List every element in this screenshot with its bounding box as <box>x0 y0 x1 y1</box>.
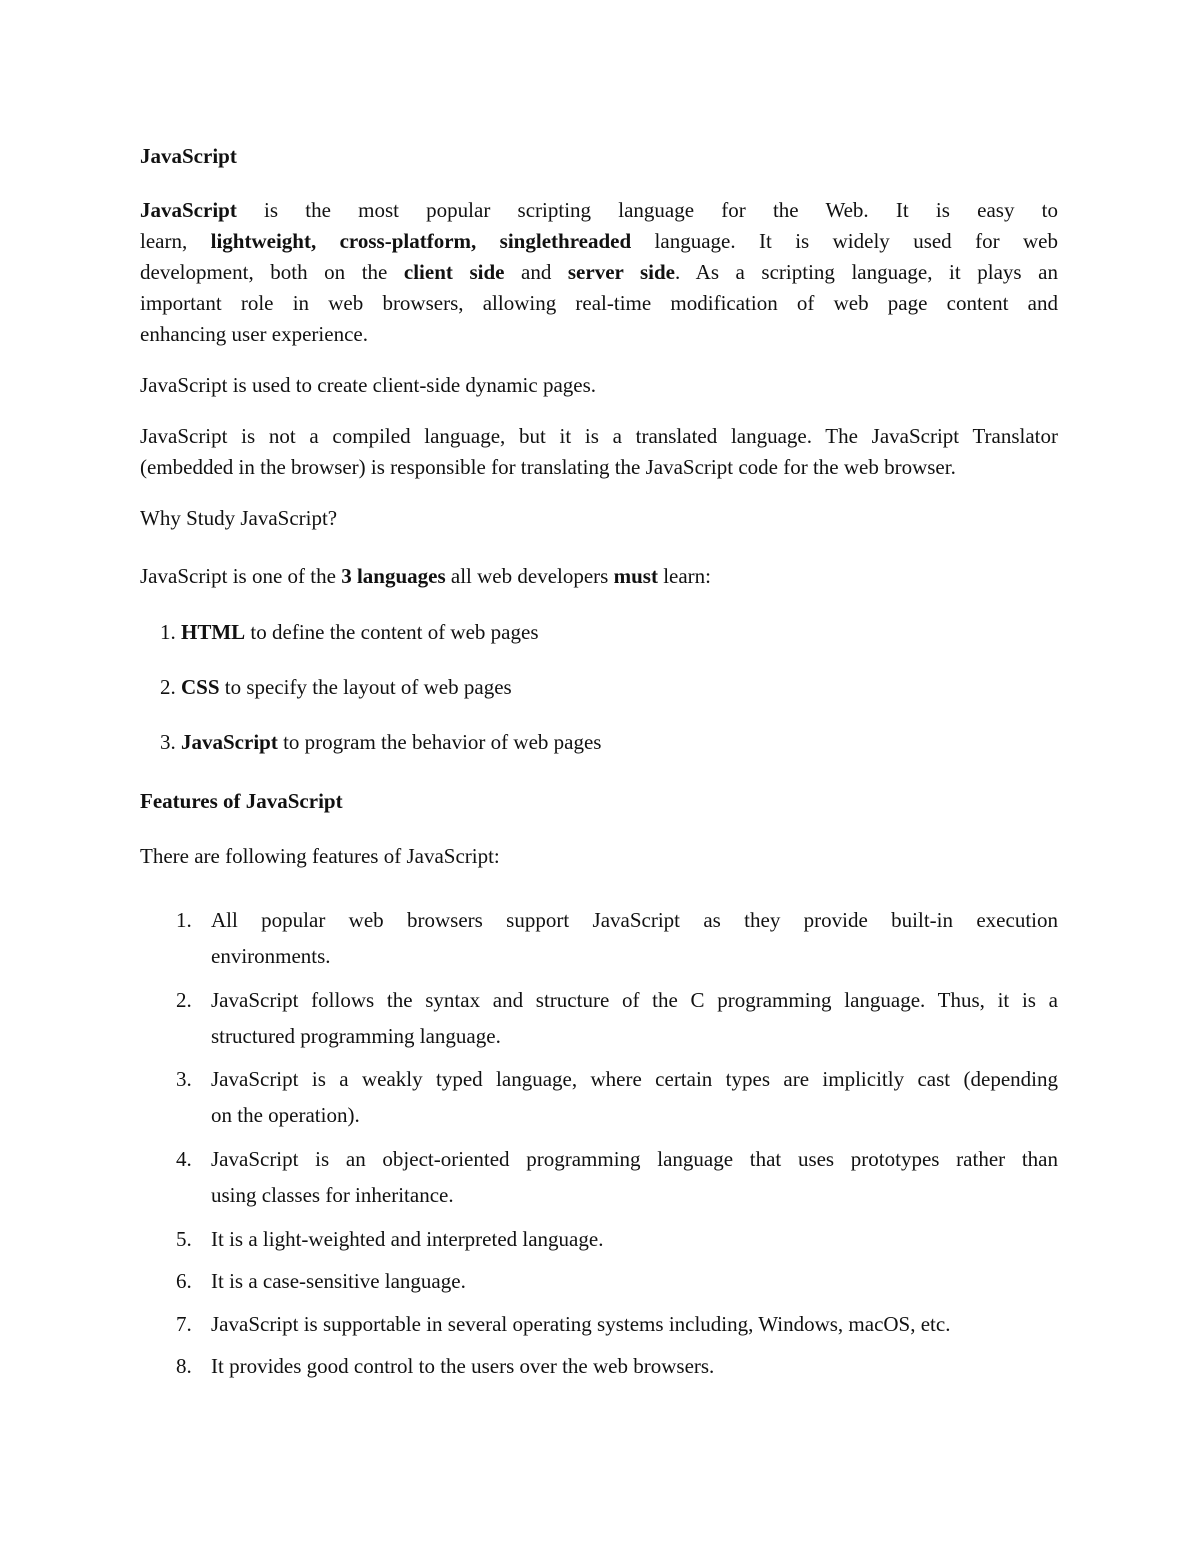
intro-bold-traits: lightweight, cross-platform, singlethreaded <box>210 229 632 253</box>
feature-text: structured programming language. <box>211 1024 501 1048</box>
language-item-javascript <box>160 727 601 758</box>
languages-intro-bold-count: 3 languages <box>341 564 446 588</box>
feature-number: 3. <box>176 1067 192 1091</box>
why-study-heading: Why Study JavaScript? <box>140 506 338 530</box>
intro-text: and <box>504 260 568 284</box>
language-item-name: CSS <box>181 675 220 699</box>
intro-text: is the most popular scripting language for the Web. It is easy to <box>236 198 1058 222</box>
language-item-number: 2. <box>160 675 181 699</box>
feature-text: JavaScript follows the syntax and structure of the C programming language. Thus, it is a <box>211 988 1058 1012</box>
feature-text: It is a light-weighted and interpreted language. <box>211 1227 604 1251</box>
language-item-css <box>160 672 512 703</box>
feature-text: All popular web browsers support JavaScript as they provide built-in execution <box>211 908 1058 932</box>
intro-text: learn, <box>140 229 211 253</box>
intro-text: language. It is widely used for web <box>631 229 1058 253</box>
intro-bold-javascript: JavaScript <box>140 198 237 222</box>
feature-number: 7. <box>176 1312 192 1336</box>
features-heading: Features of JavaScript <box>140 789 343 813</box>
feature-text: It provides good control to the users over the web browsers. <box>211 1354 715 1378</box>
language-item-number: 1. <box>160 620 181 644</box>
languages-intro-text: learn: <box>657 564 711 588</box>
language-item-desc: to define the content of web pages <box>245 620 539 644</box>
intro-line-2 <box>140 226 1058 257</box>
feature-number: 4. <box>176 1147 192 1171</box>
language-item-desc: to program the behavior of web pages <box>277 730 602 754</box>
languages-intro <box>140 561 1058 592</box>
feature-text: environments. <box>211 944 331 968</box>
translator-line-2: (embedded in the browser) is responsible for translating the JavaScript code for the web browser. <box>140 455 956 479</box>
feature-number: 6. <box>176 1269 192 1293</box>
intro-bold-client-side: client side <box>403 260 505 284</box>
feature-text: JavaScript is supportable in several operating systems including, Windows, macOS, etc. <box>211 1312 951 1336</box>
intro-line-4: important role in web browsers, allowing real-time modification of web page content and <box>140 291 1058 315</box>
dynamic-pages-paragraph: JavaScript is used to create client-side dynamic pages. <box>140 373 597 397</box>
language-item-name: JavaScript <box>181 730 278 754</box>
intro-text: . As a scripting language, it plays an <box>675 260 1058 284</box>
language-item-number: 3. <box>160 730 181 754</box>
feature-text: on the operation). <box>211 1103 360 1127</box>
feature-number: 8. <box>176 1354 192 1378</box>
translator-paragraph <box>140 421 1058 483</box>
feature-text: JavaScript is an object-oriented programming language that uses prototypes rather than <box>211 1147 1058 1171</box>
intro-line-1 <box>140 195 1058 226</box>
intro-bold-server-side: server side <box>567 260 676 284</box>
feature-number: 5. <box>176 1227 192 1251</box>
languages-intro-text: all web developers <box>445 564 614 588</box>
language-item-desc: to specify the layout of web pages <box>219 675 512 699</box>
intro-line-3 <box>140 257 1058 288</box>
languages-intro-text: JavaScript is one of the <box>140 564 342 588</box>
intro-line-5: enhancing user experience. <box>140 322 368 346</box>
intro-paragraph <box>140 195 1058 350</box>
feature-text: JavaScript is a weakly typed language, where certain types are implicitly cast (depending <box>211 1067 1058 1091</box>
languages-intro-bold-must: must <box>613 564 658 588</box>
language-item-html <box>160 617 539 648</box>
feature-text: It is a case-sensitive language. <box>211 1269 466 1293</box>
feature-number: 2. <box>176 988 192 1012</box>
translator-line-1: JavaScript is not a compiled language, but it is a translated language. The JavaScript Translator <box>140 424 1058 448</box>
feature-text: using classes for inheritance. <box>211 1183 454 1207</box>
intro-text: development, both on the <box>140 260 404 284</box>
features-intro: There are following features of JavaScript: <box>140 844 500 868</box>
feature-number: 1. <box>176 908 192 932</box>
document-title: JavaScript <box>140 144 237 168</box>
language-item-name: HTML <box>181 620 246 644</box>
